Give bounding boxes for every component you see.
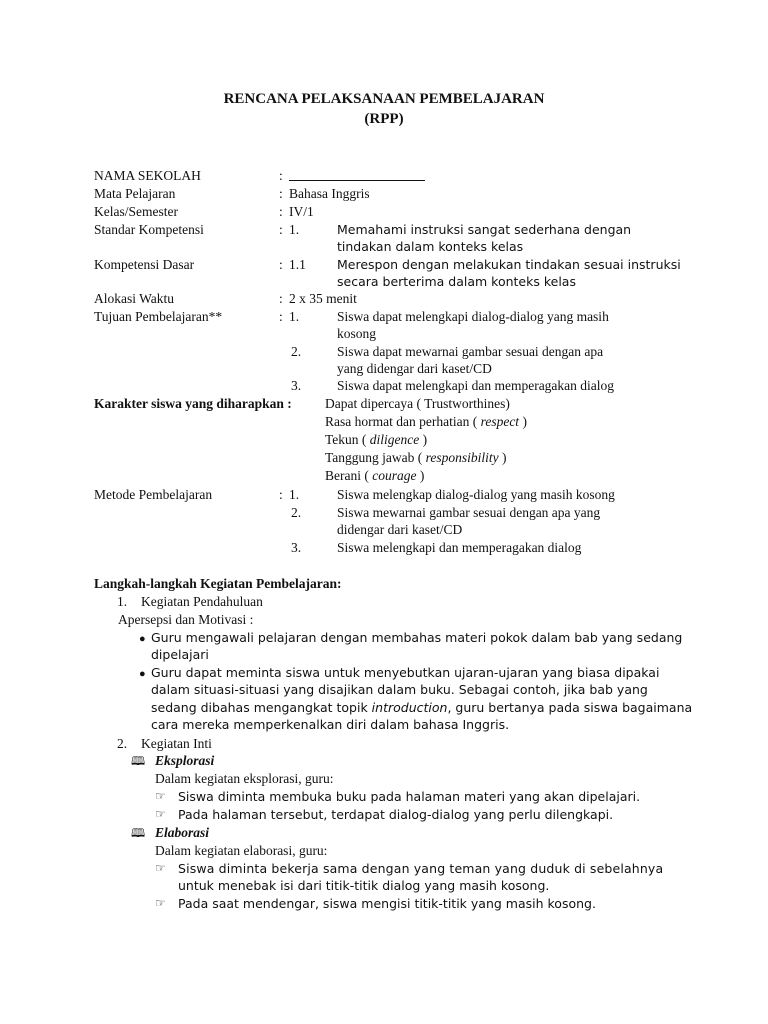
row-metode-pembelajaran [94,486,694,504]
text-sk-line1: Memahami instruksi sangat sederhana dengan [337,222,632,237]
row-tujuan-pembelajaran [94,308,694,326]
label-metode-pembelajaran: Metode Pembelajaran [94,487,213,502]
bullet-dot-icon: ● [139,668,146,680]
value-mata-pelajaran: Bahasa Inggris [289,186,370,201]
row-tujuan-2 [94,343,694,361]
elaborasi-item-2: Pada saat mendengar, siswa mengisi titik-titik yang masih kosong. [178,896,596,911]
bullet2-line3-pre: sedang dibahas mengangkat topik [151,700,372,715]
text-tujuan-3-line1: Siswa dapat melengkapi dan memperagakan dialog [337,378,615,393]
label-alokasi-waktu: Alokasi Waktu [94,291,175,306]
karakter-item-5-post: ) [416,468,425,483]
row-metode-2 [94,504,694,522]
karakter-item-4 [325,449,507,467]
text-tujuan-2-line1: Siswa dapat mewarnai gambar sesuai dengan apa [337,344,604,359]
karakter-item-4-post: ) [498,450,507,465]
number-tujuan-1: 1. [289,309,300,324]
karakter-item-1-text: Dapat dipercaya ( Trustworthines) [325,396,510,411]
row-metode-3 [94,539,694,557]
row-metode-2-cont [94,521,694,539]
row-alokasi-waktu [94,290,694,308]
karakter-label: Karakter siswa yang diharapkan : [94,396,292,411]
eksplorasi-item-2: Pada halaman tersebut, terdapat dialog-dialog yang perlu dilengkapi. [178,807,614,822]
elaborasi-heading: Elaborasi [155,825,210,840]
langkah-heading: Langkah-langkah Kegiatan Pembelajaran: [94,576,342,591]
karakter-item-2 [325,413,527,431]
text-kd-line1: Merespon dengan melakukan tindakan sesuai instruksi [337,257,681,272]
label-kompetensi-dasar: Kompetensi Dasar [94,257,195,272]
value-alokasi-waktu: 2 x 35 menit [289,291,357,306]
pointing-hand-icon: ☞ [155,789,166,803]
eksplorasi-item-1: Siswa diminta membuka buku pada halaman materi yang akan dipelajari. [178,789,641,804]
elaborasi-item-1-line1: Siswa diminta bekerja sama dengan yang teman yang duduk di sebelahnya [178,861,664,876]
colon: : [279,257,283,272]
row-mata-pelajaran [94,185,694,203]
row-tujuan-3 [94,377,694,395]
label-tujuan-pembelajaran: Tujuan Pembelajaran** [94,309,223,324]
karakter-item-4-italic: responsibility [425,450,499,465]
pointing-hand-icon: ☞ [155,861,166,875]
karakter-item-3-italic: diligence [369,432,420,447]
bullet2-line3-post: , guru bertanya pada siswa bagaimana [447,700,693,715]
pendahuluan-bullet2-line4: cara mereka memperkenalkan diri dalam bahasa Inggris. [151,717,510,732]
karakter-item-2-italic: respect [480,414,520,429]
inti-heading: Kegiatan Inti [141,736,212,751]
row-tujuan-1-cont [94,325,694,343]
text-metode-3: Siswa melengkapi dan memperagakan dialog [337,540,582,555]
text-metode-2-line2: didengar dari kaset/CD [337,522,463,537]
colon: : [279,487,283,502]
karakter-item-3 [325,431,427,449]
karakter-item-3-pre: Tekun ( [325,432,370,447]
row-standar-kompetensi-cont [94,238,694,256]
inti-number: 2. [117,736,128,751]
colon: : [279,168,283,183]
pendahuluan-bullet1-line1: Guru mengawali pelajaran dengan membahas materi pokok dalam bab yang sedang [151,630,683,645]
pendahuluan-number: 1. [117,594,128,609]
row-kompetensi-dasar [94,256,694,274]
number-metode-3: 3. [291,540,302,555]
number-kd: 1.1 [289,257,306,272]
text-tujuan-1-line1: Siswa dapat melengkapi dialog-dialog yang masih [337,309,609,324]
karakter-item-5 [325,467,424,485]
karakter-item-2-post: ) [519,414,527,429]
colon: : [279,309,283,324]
text-sk-line2: tindakan dalam konteks kelas [337,239,524,254]
book-icon: 🕮 [131,754,146,768]
text-metode-1: Siswa melengkap dialog-dialog yang masih kosong [337,487,615,502]
pendahuluan-bullet2-line3 [151,699,692,717]
pendahuluan-bullet1-line2: dipelajari [151,647,209,662]
label-standar-kompetensi: Standar Kompetensi [94,222,204,237]
pointing-hand-icon: ☞ [155,896,166,910]
karakter-item-2-pre: Rasa hormat dan perhatian ( [325,414,481,429]
label-nama-sekolah: NAMA SEKOLAH [94,168,201,183]
bullet-dot-icon: ● [139,633,146,645]
document-title: RENCANA PELAKSANAAN PEMBELAJARAN [223,91,545,107]
number-tujuan-2: 2. [291,344,302,359]
label-kelas-semester: Kelas/Semester [94,204,178,219]
text-metode-2-line1: Siswa mewarnai gambar sesuai dengan apa yang [337,505,601,520]
karakter-item-4-pre: Tanggung jawab ( [325,450,426,465]
text-tujuan-2-line2: yang didengar dari kaset/CD [337,361,492,376]
text-tujuan-1-line2: kosong [337,326,377,341]
pointing-hand-icon: ☞ [155,807,166,821]
karakter-item-3-post: ) [419,432,428,447]
value-kelas-semester: IV/1 [289,204,314,219]
text-kd-line2: secara berterima dalam konteks kelas [337,274,576,289]
colon: : [279,204,283,219]
bullet2-line3-italic: introduction [371,700,448,715]
row-nama-sekolah [94,167,694,185]
book-icon: 🕮 [131,826,146,840]
row-standar-kompetensi [94,221,694,239]
row-kompetensi-dasar-cont [94,273,694,291]
row-tujuan-2-cont [94,360,694,378]
eksplorasi-heading: Eksplorasi [155,753,215,768]
apersepsi-label: Apersepsi dan Motivasi : [118,612,254,627]
pendahuluan-bullet2-line2: dalam situasi-situasi yang disajikan dalam buku. Sebagai contoh, jika bab yang [151,682,648,697]
colon: : [279,222,283,237]
blank-line-nama-sekolah [289,167,425,186]
colon: : [279,291,283,306]
number-sk: 1. [289,222,300,237]
karakter-item-1 [325,395,510,413]
label-mata-pelajaran: Mata Pelajaran [94,186,176,201]
colon: : [279,186,283,201]
karakter-item-5-italic: courage [372,468,417,483]
number-metode-1: 1. [289,487,300,502]
document-subtitle: (RPP) [364,111,404,127]
pendahuluan-heading: Kegiatan Pendahuluan [141,594,263,609]
row-kelas-semester [94,203,694,221]
elaborasi-item-1-line2: untuk menebak isi dari titik-titik dialog yang masih kosong. [178,878,550,893]
elaborasi-intro: Dalam kegiatan elaborasi, guru: [155,843,328,858]
eksplorasi-intro: Dalam kegiatan eksplorasi, guru: [155,771,334,786]
number-tujuan-3: 3. [291,378,302,393]
karakter-item-5-pre: Berani ( [325,468,373,483]
number-metode-2: 2. [291,505,302,520]
pendahuluan-bullet2-line1: Guru dapat meminta siswa untuk menyebutkan ujaran-ujaran yang biasa dipakai [151,665,660,680]
